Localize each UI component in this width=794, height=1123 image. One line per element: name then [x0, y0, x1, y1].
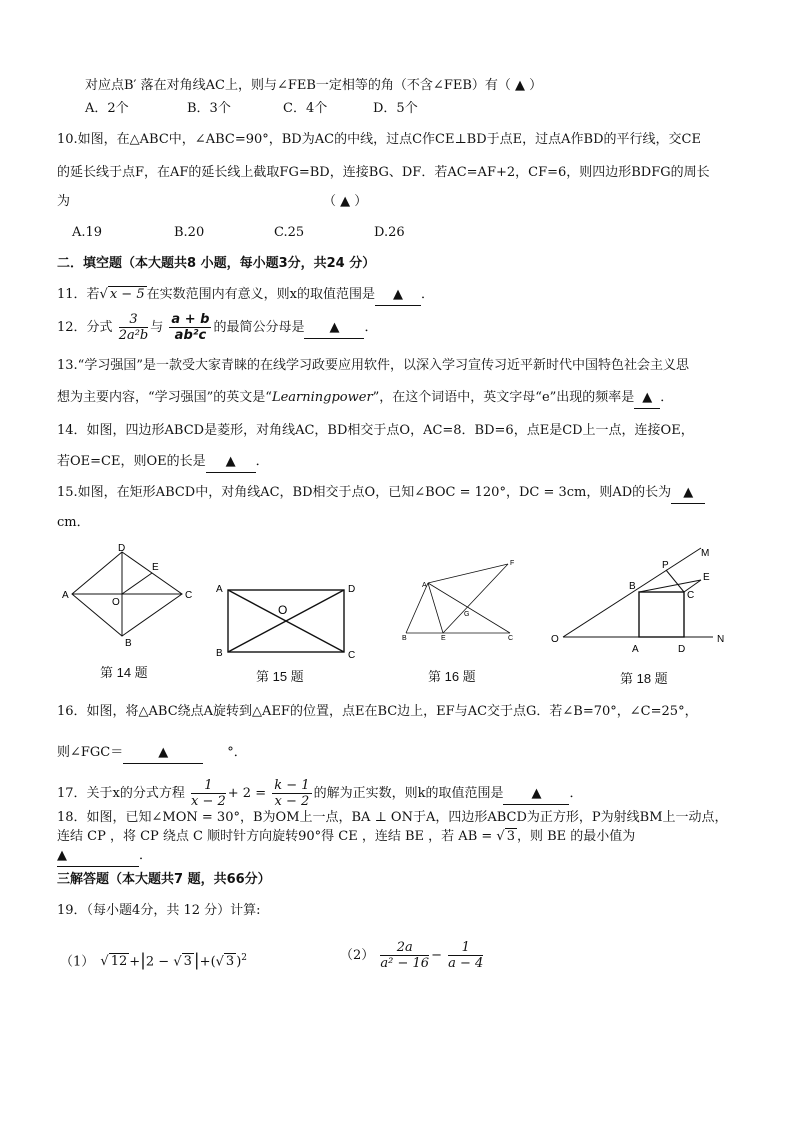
q12-prefix: 12．分式: [57, 320, 113, 335]
q17-text: 的解为正实数，则k的取值范围是: [313, 786, 504, 801]
fig18-label-m: M: [701, 548, 710, 559]
q9-option-c: C．4个: [283, 101, 328, 116]
fig18-label-p: P: [662, 560, 669, 571]
q12-fraction-1: [119, 312, 149, 343]
q15-blank: ▲: [671, 483, 705, 504]
q19-p2-fraction-1-numerator: 2a: [380, 940, 429, 956]
q13-english-word: Learningpower: [271, 390, 373, 405]
q10-options: [72, 223, 405, 243]
q12-end: ．: [364, 320, 378, 335]
q10-line-3-text: 为: [57, 194, 71, 209]
q16-line-2-text: 则∠FGC＝: [57, 745, 124, 760]
fig14-label-e: E: [152, 562, 159, 573]
figure-15: [212, 580, 360, 665]
q11-text: 在实数范围内有意义，则x的取值范围是: [146, 287, 375, 302]
q14-line-1: 14．如图，四边形ABCD是菱形，对角线AC，BD相交于点O，AC=8．BD=6，点E是CD上一点，连接OE，: [57, 423, 694, 438]
fig14-label-d: D: [118, 543, 126, 554]
q11-prefix: 11．若: [57, 287, 100, 302]
q9-option-d: D．5个: [373, 101, 418, 116]
q17-mid: + 2 =: [227, 786, 267, 801]
q18-line-1: 18．如图，已知∠MON = 30°，B为OM上一点，BA ⊥ ON于A，四边形ABCD为正方形，P为射线BM上一动点，: [57, 810, 728, 825]
fig18-label-n: N: [717, 634, 725, 645]
q10-line-1: 10.如图，在△ABC中，∠ABC=90°，BD为AC的中线，过点C作CE⊥BD于点E，过点A作BD的平行线，交CE: [57, 132, 701, 147]
fig14-label-a: A: [62, 590, 69, 601]
fig14-label-c: C: [185, 590, 193, 601]
q10-option-d: D.26: [374, 225, 405, 240]
q19-p1-plus-1: +: [129, 954, 141, 970]
q19-part-1: （1） √ 12 +|2 − √ 3 |+(√ 3 )$^2$: [60, 950, 248, 971]
q19-p1-power-radicand: 3: [225, 954, 235, 970]
q13-line-2-a: 想为主要内容，“学习强国”的英文是“: [57, 390, 272, 405]
section-2-heading: 二．填空题（本大题共8 小题，每小题3分，共24 分）: [57, 256, 376, 271]
fig18-label-c: C: [687, 590, 695, 601]
q17-fraction-2: [272, 778, 311, 809]
q10-option-c: C.25: [274, 225, 305, 240]
q18-blank: ▲: [57, 846, 139, 867]
fig18-label-o: O: [551, 634, 559, 645]
fig16-label-b: B: [402, 635, 407, 642]
q11: 11．若√ x − 5 在实数范围内有意义，则x的取值范围是 ▲ ．: [57, 285, 434, 306]
fig14-label-b: B: [125, 638, 132, 647]
figure-14: [60, 542, 200, 647]
q9-continuation: 对应点B′ 落在对角线AC上，则与∠FEB一定相等的角（不含∠FEB）有（ ▲ ）: [85, 78, 543, 93]
q10-line-2: 的延长线于点F，在AF的延长线上截取FG=BD，连接BG、DF．若AC=AF+2，CF=6，则四边形BDFG的周长: [57, 165, 710, 180]
figure-15-caption: 第 15 题: [256, 669, 304, 684]
q9-option-b: B．3个: [187, 101, 231, 116]
fig18-label-a: A: [632, 644, 639, 655]
q13-blank: ▲: [634, 388, 660, 409]
q13-line-1: 13.“学习强国”是一款受大家青睐的在线学习政要应用软件，以深入学习宣传习近平新时代中国特色社会主义思: [57, 358, 689, 373]
q14-blank: ▲: [206, 452, 256, 473]
figure-18: [545, 544, 735, 656]
figure-16: [396, 556, 526, 646]
q19-p2-fraction-1: [380, 940, 429, 971]
q16-line-1: 16．如图，将△ABC绕点A旋转到△AEF的位置，点E在BC边上，EF与AC交于点G．若∠B=70°，∠C=25°，: [57, 704, 698, 719]
q12-fraction-2-denominator: ab²c: [174, 328, 207, 343]
q17: [57, 778, 582, 809]
q19-p1-abs-a: 2 −: [145, 954, 174, 970]
q11-end: ．: [420, 287, 434, 302]
fig14-label-o: O: [112, 597, 120, 608]
q13-end: ．: [660, 390, 674, 405]
q11-radicand: x − 5: [109, 287, 145, 302]
q10-answer-marker: （ ▲ ）: [323, 194, 368, 209]
q19-p2-fraction-1-denominator: a² − 16: [380, 956, 430, 971]
q19-p2-fraction-2-denominator: a − 4: [448, 956, 484, 971]
q17-prefix: 17．关于x的分式方程: [57, 786, 185, 801]
q12-blank: ▲: [304, 318, 364, 339]
fig18-label-d: D: [678, 644, 686, 655]
q14-line-2-text: 若OE=CE，则OE的长是: [57, 454, 206, 469]
q11-blank: ▲: [375, 285, 421, 306]
q19-p1-exponent: 2: [241, 953, 248, 963]
q17-blank: ▲: [503, 784, 569, 805]
q14-line-2: [57, 452, 269, 473]
q15-line-1: [57, 483, 705, 504]
q12-text: 的最简公分母是: [213, 320, 305, 335]
fig15-label-o: O: [278, 603, 288, 617]
q19-title: 19．（每小题4分，共 12 分）计算:: [57, 903, 261, 918]
q18-end: ．: [139, 848, 153, 863]
section-3-heading: 三解答题（本大题共7 题，共66分）: [57, 872, 271, 887]
q17-fraction-1-numerator: 1: [191, 778, 226, 794]
q12-fraction-1-denominator: 2a²b: [118, 328, 149, 343]
q18-radicand: 3: [506, 829, 515, 844]
q19-p2-fraction-2-numerator: 1: [448, 940, 483, 956]
q16-end: °．: [227, 745, 247, 760]
fig16-label-e: E: [441, 635, 446, 642]
q17-fraction-2-denominator: x − 2: [274, 794, 310, 809]
fig16-label-f: F: [510, 560, 515, 567]
q19-p1-plus-2: +: [199, 954, 211, 970]
figure-16-caption: 第 16 题: [428, 669, 476, 684]
q12-mid: 与: [150, 320, 164, 335]
fig16-label-a: A: [422, 582, 427, 589]
q10-option-b: B.20: [174, 225, 205, 240]
q17-fraction-1-denominator: x − 2: [191, 794, 226, 809]
fig15-label-a: A: [216, 584, 223, 595]
q12: [57, 312, 377, 343]
q19-p1-abs-radicand: 3: [183, 954, 192, 970]
q16-blank: ▲: [123, 743, 203, 764]
q18-line-2-b: ，则 BE 的最小值为: [517, 829, 636, 844]
q19-p1-radicand-12: 12: [110, 954, 128, 970]
q13-line-2-b: ”，在这个词语中，英文字母“e”出现的频率是: [372, 390, 635, 405]
q18-line-3: [57, 846, 152, 867]
q14-end: ．: [255, 454, 269, 469]
q17-end: ．: [569, 786, 583, 801]
q9-option-a: A．2个: [85, 101, 129, 116]
q18-line-2-a: 连结 CP ，将 CP 绕点 C 顺时针方向旋转90°得 CE ，连结 BE ，若 AB =: [57, 829, 497, 844]
q9-options: [85, 99, 418, 119]
q13-line-2: [57, 388, 673, 409]
q17-fraction-2-numerator: k − 1: [274, 778, 310, 793]
fig16-label-g: G: [464, 611, 470, 618]
q19-p2-fraction-2: [448, 940, 483, 971]
q15-line-1-text: 15.如图，在矩形ABCD中，对角线AC，BD相交于点O，已知∠BOC = 120°，DC = 3cm，则AD的长为: [57, 485, 672, 500]
q10-line-3: [57, 192, 368, 212]
fig15-label-b: B: [216, 648, 223, 659]
q19-p2-minus: −: [431, 948, 442, 963]
fig18-label-b: B: [629, 581, 636, 592]
q19-part-2-label: （2）: [340, 948, 375, 963]
q12-fraction-2-numerator: a + b: [171, 312, 210, 327]
q19-part-1-label: （1）: [60, 954, 95, 970]
fig15-label-c: C: [348, 650, 356, 661]
fig18-label-e: E: [703, 572, 710, 583]
q16-line-2: [57, 743, 247, 764]
q12-fraction-2: [169, 312, 211, 343]
q17-fraction-1: [191, 778, 226, 809]
figure-14-caption: 第 14 题: [100, 665, 148, 680]
q18-line-2: 连结 CP ，将 CP 绕点 C 顺时针方向旋转90°得 CE ，连结 BE ，若 AB = √ 3 ，则 BE 的最小值为: [57, 829, 636, 844]
fig16-label-c: C: [508, 635, 514, 642]
q10-option-a: A.19: [72, 225, 103, 240]
q19-part-2: [340, 940, 485, 971]
figure-18-caption: 第 18 题: [620, 671, 668, 686]
q15-line-2: cm．: [57, 515, 90, 530]
q12-fraction-1-numerator: 3: [119, 312, 149, 328]
fig15-label-d: D: [348, 584, 356, 595]
